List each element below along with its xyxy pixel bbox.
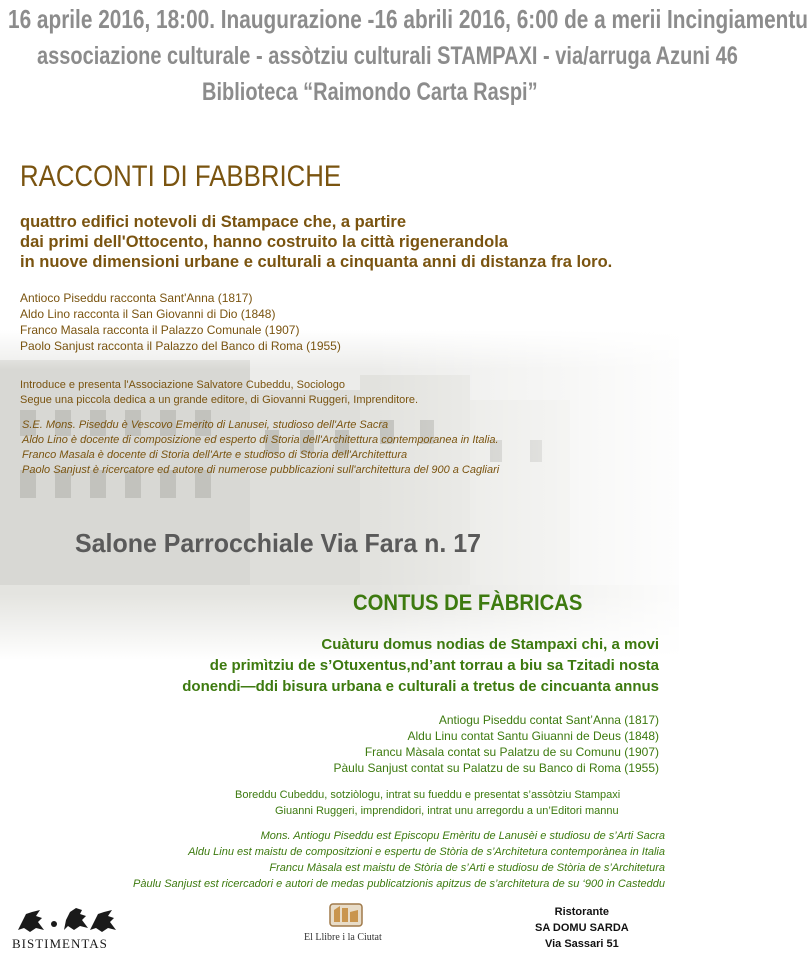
llibre-ciutat-logo-text: El Llibre i la Ciutat bbox=[304, 932, 382, 943]
italian-presenter bbox=[20, 378, 418, 408]
italian-title: RACCONTI DI FABBRICHE bbox=[20, 160, 342, 193]
sardinian-speaker: Pàulu Sanjust contat su Palatzu de su Banco di Roma (1955) bbox=[333, 761, 659, 775]
italian-speaker: Franco Masala racconta il Palazzo Comunale (1907) bbox=[20, 323, 300, 337]
sardinian-bio-line: Francu Màsala est maistu de Stòria de s’Arti e studiosu de Stòria de s’Architetura bbox=[269, 862, 665, 874]
sardinian-speakers-list bbox=[333, 712, 659, 776]
italian-presenter-line: Segue una piccola dedica a un grande editore, di Giovanni Ruggeri, Imprenditore. bbox=[20, 394, 419, 406]
sardinian-presenter bbox=[235, 787, 620, 819]
sardinian-title: CONTUS DE FÀBRICAS bbox=[353, 590, 583, 615]
restaurant-info bbox=[535, 904, 629, 952]
sardinian-presenter-line: Giuanni Ruggeri, imprendidori, intrat unu arregordu a un’Editori mannu bbox=[275, 805, 619, 817]
sardinian-speaker: Aldu Linu contat Santu Giuanni de Deus (1848) bbox=[407, 729, 659, 743]
italian-intro-line: in nuove dimensioni urbane e culturali a cinquanta anni di distanza fra loro. bbox=[20, 253, 613, 271]
italian-presenter-line: Introduce e presenta l'Associazione Salvatore Cubeddu, Sociologo bbox=[20, 379, 345, 391]
restaurant-name: SA DOMU SARDA bbox=[535, 922, 629, 934]
header-library-line: Biblioteca “Raimondo Carta Raspi” bbox=[202, 78, 538, 106]
italian-speaker: Antioco Piseddu racconta Sant'Anna (1817) bbox=[20, 291, 253, 305]
italian-speakers-list bbox=[20, 290, 341, 354]
italian-speaker: Aldo Lino racconta il San Giovanni di Dio (1848) bbox=[20, 307, 276, 321]
sardinian-intro-line: Cuàturu domus nodias de Stampaxi chi, a movi bbox=[321, 636, 659, 653]
venue-line: Salone Parrocchiale Via Fara n. 17 bbox=[75, 528, 482, 558]
restaurant-address: Via Sassari 51 bbox=[544, 938, 619, 950]
italian-intro-line: dai primi dell'Ottocento, hanno costruito la città rigenerandola bbox=[20, 233, 508, 251]
italian-bio-line: Paolo Sanjust è ricercatore ed autore di numerose pubblicazioni sull'architettura del 900 a Cagliari bbox=[22, 464, 500, 476]
llibre-ciutat-logo bbox=[300, 898, 400, 950]
sardinian-intro bbox=[182, 634, 659, 697]
italian-bio-line: Franco Masala è docente di Storia dell'Arte e studioso di Storia dell'Architettura bbox=[22, 449, 408, 461]
italian-bio-line: Aldo Lino è docente di composizione ed esperto di Storia dell'Architettura contemporanea in Italia. bbox=[22, 434, 499, 446]
bistimentas-logo-text: BISTIMENTAS bbox=[12, 936, 108, 951]
book-city-icon bbox=[326, 898, 366, 928]
italian-intro-line: quattro edifici notevoli di Stampace che, a partire bbox=[20, 213, 407, 231]
sardinian-bio-line: Pàulu Sanjust est ricercadori e autori de medas publicatzionis apitzus de s’architetura de su ‘900 in Casteddu bbox=[133, 878, 665, 890]
birds-emblem-icon bbox=[10, 904, 122, 938]
header-date-line: 16 aprile 2016, 18:00. Inaugurazione -16 abrili 2016, 6:00 de a merii Incingiamentu bbox=[8, 4, 808, 34]
sardinian-bio-line: Mons. Antiogu Piseddu est Episcopu Emèritu de Lanusèi e studiosu de s’Arti Sacra bbox=[260, 830, 665, 842]
sardinian-speaker: Francu Màsala contat su Palatzu de su Comunu (1907) bbox=[364, 745, 659, 759]
sardinian-intro-line: de primìtziu de s’Otuxentus,nd’ant torrau a biu sa Tzitadi nosta bbox=[209, 657, 659, 674]
sardinian-presenter-line: Boreddu Cubeddu, sotziòlogu, intrat su fueddu e presentat s’assòtziu Stampaxi bbox=[235, 789, 621, 801]
italian-intro bbox=[20, 212, 612, 272]
sardinian-intro-line: donendi—ddi bisura urbana e culturali a tretus de cincuanta annus bbox=[182, 678, 659, 695]
sardinian-bios bbox=[133, 828, 665, 892]
header-association-line: associazione culturale - assòtziu culturali STAMPAXI - via/arruga Azuni 46 bbox=[37, 42, 738, 70]
italian-bios bbox=[22, 418, 499, 478]
italian-bio-line: S.E. Mons. Piseddu è Vescovo Emerito di Lanusei, studioso dell'Arte Sacra bbox=[22, 419, 389, 431]
sardinian-bio-line: Aldu Linu est maistu de compositzioni e espertu de Stòria de s’Architetura contemporànea in Italia bbox=[188, 846, 665, 858]
bistimentas-logo bbox=[10, 904, 122, 952]
italian-speaker: Paolo Sanjust racconta il Palazzo del Banco di Roma (1955) bbox=[20, 339, 341, 353]
restaurant-label: Ristorante bbox=[554, 906, 610, 918]
sardinian-speaker: Antiogu Piseddu contat Sant’Anna (1817) bbox=[438, 713, 659, 727]
